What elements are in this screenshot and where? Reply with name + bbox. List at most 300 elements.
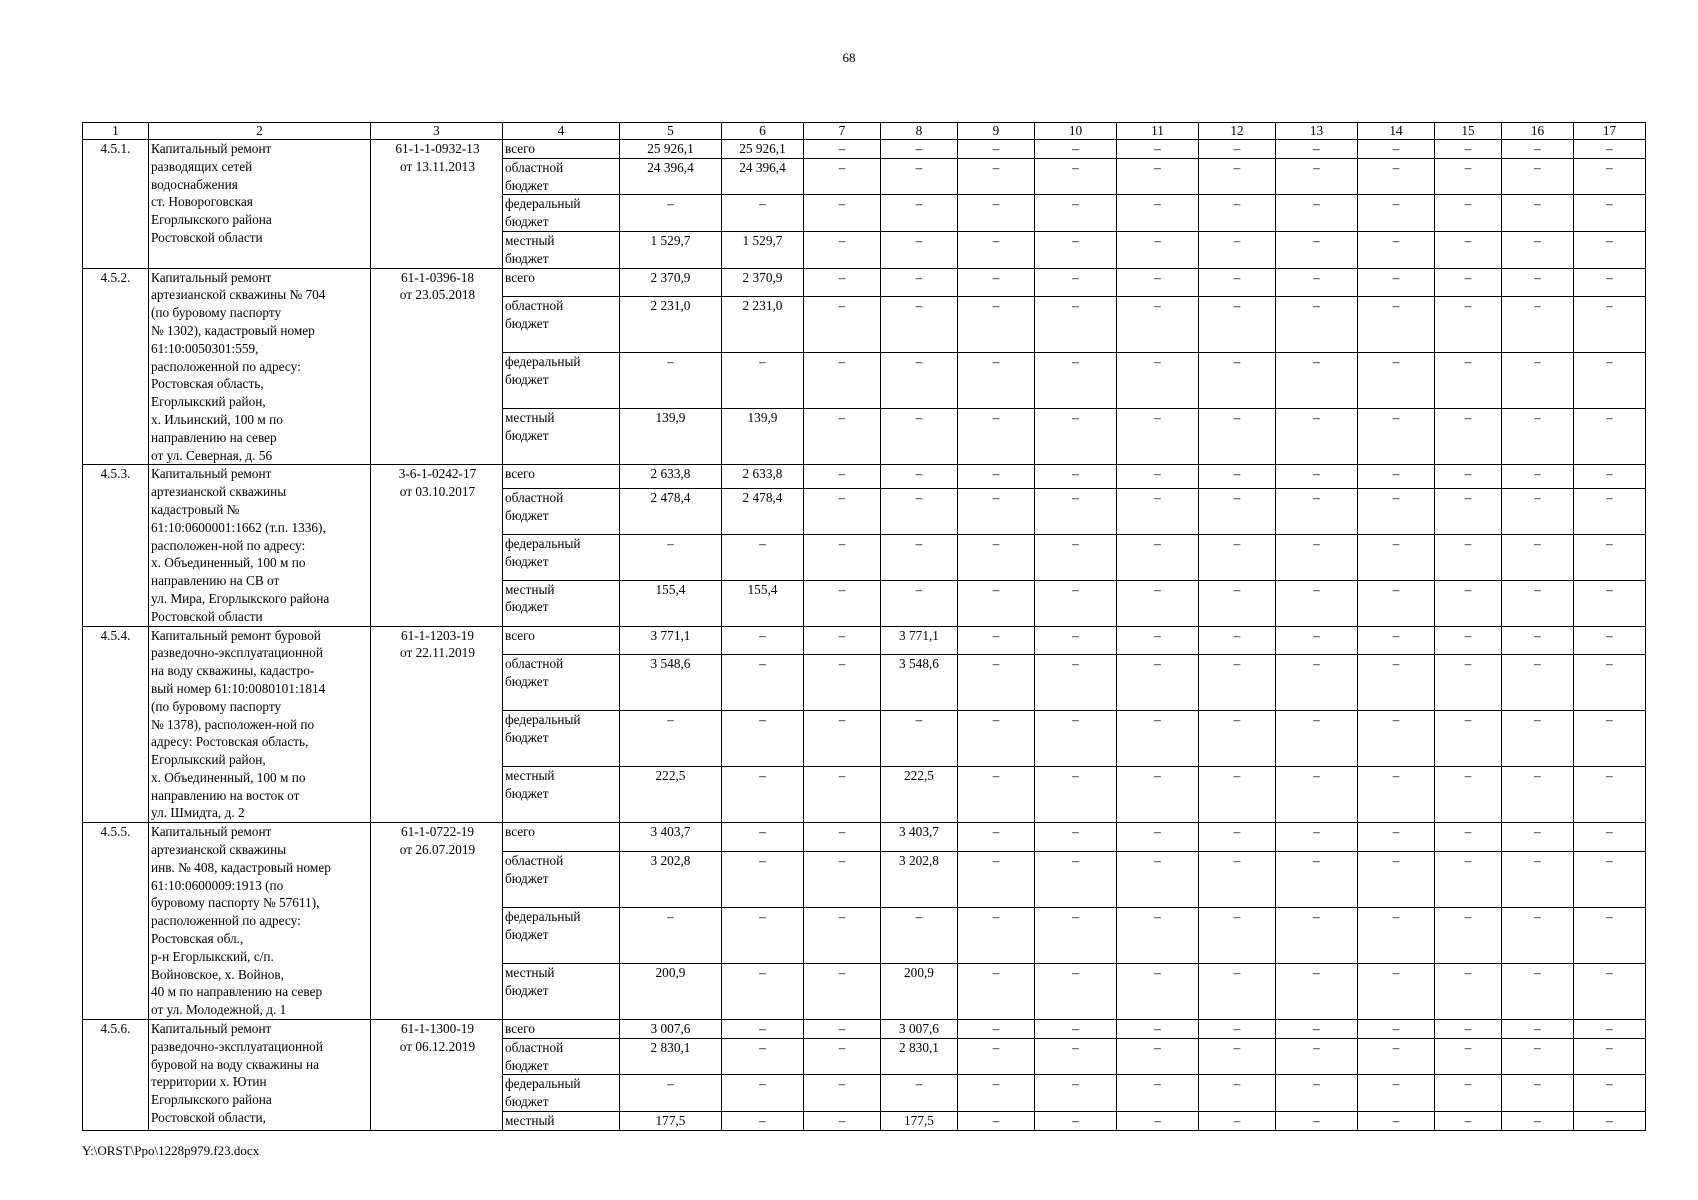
amount-cell: – (1502, 534, 1574, 580)
column-number: 7 (804, 123, 881, 140)
amount-cell: – (1574, 852, 1646, 908)
amount-cell: – (1117, 353, 1199, 409)
amount-cell: – (1358, 1075, 1435, 1112)
amount-cell: – (804, 655, 881, 711)
amount-cell: – (1435, 488, 1502, 534)
amount-cell: 25 926,1 (620, 140, 722, 159)
table-row (83, 268, 1646, 297)
amount-cell: 2 830,1 (620, 1038, 722, 1075)
amount-cell: – (958, 626, 1035, 655)
amount-cell: – (1276, 268, 1358, 297)
amount-cell: – (1035, 409, 1117, 465)
funding-source: местный бюджет (503, 580, 620, 626)
amount-cell: – (1502, 488, 1574, 534)
amount-cell: – (1574, 465, 1646, 489)
amount-cell: – (1276, 195, 1358, 232)
amount-cell: – (1035, 268, 1117, 297)
amount-cell: – (804, 231, 881, 268)
amount-cell: – (1435, 767, 1502, 823)
amount-cell: 177,5 (881, 1112, 958, 1131)
amount-cell: – (804, 964, 881, 1020)
amount-cell: – (1502, 1112, 1574, 1131)
amount-cell: – (881, 231, 958, 268)
amount-cell: – (958, 195, 1035, 232)
column-number: 14 (1358, 123, 1435, 140)
amount-cell: 3 007,6 (620, 1020, 722, 1039)
amount-cell: 3 202,8 (620, 852, 722, 908)
amount-cell: – (1435, 353, 1502, 409)
amount-cell: – (804, 140, 881, 159)
amount-cell: – (1199, 268, 1276, 297)
amount-cell: – (1276, 409, 1358, 465)
project-number: 4.5.4. (83, 626, 149, 823)
amount-cell: – (881, 353, 958, 409)
amount-cell: – (804, 195, 881, 232)
amount-cell: – (1358, 1038, 1435, 1075)
amount-cell: – (1276, 626, 1358, 655)
amount-cell: 25 926,1 (722, 140, 804, 159)
amount-cell: – (1574, 353, 1646, 409)
amount-cell: – (1035, 140, 1117, 159)
amount-cell: – (1117, 626, 1199, 655)
project-name: Капитальный ремонт разводящих сетей водоснабжения ст. Новороговская Егорлыкского района Ростовской области (149, 140, 371, 269)
amount-cell: – (1502, 767, 1574, 823)
amount-cell: – (722, 353, 804, 409)
amount-cell: – (881, 534, 958, 580)
amount-cell: 2 370,9 (620, 268, 722, 297)
amount-cell: 155,4 (620, 580, 722, 626)
funding-source: всего (503, 1020, 620, 1039)
project-number: 4.5.1. (83, 140, 149, 269)
amount-cell: – (958, 297, 1035, 353)
amount-cell: – (1358, 158, 1435, 195)
amount-cell: – (1435, 580, 1502, 626)
amount-cell: – (881, 465, 958, 489)
amount-cell: – (1435, 908, 1502, 964)
amount-cell: 2 231,0 (722, 297, 804, 353)
amount-cell: – (620, 1075, 722, 1112)
amount-cell: – (1358, 626, 1435, 655)
amount-cell: – (1117, 158, 1199, 195)
amount-cell: – (804, 908, 881, 964)
amount-cell: – (958, 158, 1035, 195)
amount-cell: – (958, 409, 1035, 465)
amount-cell: 1 529,7 (722, 231, 804, 268)
amount-cell: – (1435, 534, 1502, 580)
project-name: Капитальный ремонт разведочно-эксплуатационной буровой на воду скважины на территории х. Ютин Егорлыкского района Ростовской области, (149, 1020, 371, 1131)
amount-cell: – (804, 465, 881, 489)
amount-cell: – (722, 195, 804, 232)
column-number: 5 (620, 123, 722, 140)
amount-cell: 2 478,4 (722, 488, 804, 534)
funding-source: областной бюджет (503, 297, 620, 353)
amount-cell: – (804, 488, 881, 534)
amount-cell: – (1435, 297, 1502, 353)
amount-cell: 3 548,6 (881, 655, 958, 711)
amount-cell: – (1117, 1038, 1199, 1075)
column-number: 6 (722, 123, 804, 140)
amount-cell: 3 771,1 (620, 626, 722, 655)
amount-cell: – (1574, 231, 1646, 268)
amount-cell: – (722, 1020, 804, 1039)
funding-source: областной бюджет (503, 488, 620, 534)
project-number: 4.5.5. (83, 823, 149, 1020)
amount-cell: – (1435, 655, 1502, 711)
column-number: 3 (371, 123, 503, 140)
funding-source: федеральный бюджет (503, 908, 620, 964)
amount-cell: – (1435, 465, 1502, 489)
amount-cell: – (804, 1112, 881, 1131)
amount-cell: – (1574, 964, 1646, 1020)
funding-source: местный бюджет (503, 231, 620, 268)
amount-cell: – (1502, 626, 1574, 655)
funding-source: областной бюджет (503, 852, 620, 908)
amount-cell: – (1199, 767, 1276, 823)
amount-cell: 177,5 (620, 1112, 722, 1131)
amount-cell: – (881, 1075, 958, 1112)
amount-cell: – (804, 580, 881, 626)
amount-cell: – (804, 534, 881, 580)
amount-cell: – (1574, 268, 1646, 297)
amount-cell: – (958, 534, 1035, 580)
amount-cell: – (1502, 268, 1574, 297)
column-number: 9 (958, 123, 1035, 140)
amount-cell: – (881, 711, 958, 767)
amount-cell: 3 202,8 (881, 852, 958, 908)
amount-cell: 2 633,8 (722, 465, 804, 489)
amount-cell: – (804, 767, 881, 823)
amount-cell: – (1574, 767, 1646, 823)
amount-cell: – (1117, 488, 1199, 534)
amount-cell: 24 396,4 (722, 158, 804, 195)
amount-cell: – (804, 297, 881, 353)
amount-cell: – (804, 711, 881, 767)
amount-cell: 1 529,7 (620, 231, 722, 268)
amount-cell: – (1358, 711, 1435, 767)
project-name: Капитальный ремонт артезианской скважины кадастровый № 61:10:0600001:1662 (т.п. 1336), расположен-ной по адресу: х. Объединенный, 100 м по направлению на СВ от ул. Мира, Егорлыкского района Ростовской области (149, 465, 371, 626)
amount-cell: – (1276, 231, 1358, 268)
column-number: 15 (1435, 123, 1502, 140)
amount-cell: – (1358, 353, 1435, 409)
funding-source: областной бюджет (503, 158, 620, 195)
amount-cell: – (1117, 409, 1199, 465)
table-row (83, 1020, 1646, 1039)
amount-cell: – (1435, 852, 1502, 908)
amount-cell: – (1117, 711, 1199, 767)
amount-cell: – (1435, 409, 1502, 465)
amount-cell: – (1117, 580, 1199, 626)
amount-cell: – (722, 1112, 804, 1131)
amount-cell: – (1035, 580, 1117, 626)
amount-cell: 3 007,6 (881, 1020, 958, 1039)
amount-cell: 3 403,7 (881, 823, 958, 852)
amount-cell: 2 231,0 (620, 297, 722, 353)
amount-cell: – (1035, 1038, 1117, 1075)
funding-source: областной бюджет (503, 655, 620, 711)
amount-cell: – (1502, 297, 1574, 353)
amount-cell: – (1574, 655, 1646, 711)
amount-cell: – (1502, 908, 1574, 964)
amount-cell: – (1035, 297, 1117, 353)
amount-cell: – (1117, 908, 1199, 964)
amount-cell: – (881, 409, 958, 465)
amount-cell: – (1358, 231, 1435, 268)
amount-cell: – (958, 353, 1035, 409)
amount-cell: – (722, 823, 804, 852)
funding-source: федеральный бюджет (503, 1075, 620, 1112)
amount-cell: – (958, 1038, 1035, 1075)
amount-cell: – (1276, 353, 1358, 409)
amount-cell: – (1117, 1112, 1199, 1131)
footer-file-path: Y:\ORST\Ppo\1228p979.f23.docx (82, 1143, 260, 1158)
amount-cell: – (1435, 195, 1502, 232)
amount-cell: – (1117, 231, 1199, 268)
amount-cell: – (1502, 195, 1574, 232)
table-row (83, 626, 1646, 655)
amount-cell: – (1276, 534, 1358, 580)
amount-cell: 2 478,4 (620, 488, 722, 534)
amount-cell: – (1276, 1020, 1358, 1039)
amount-cell: – (1035, 465, 1117, 489)
amount-cell: – (1435, 231, 1502, 268)
amount-cell: – (1502, 353, 1574, 409)
amount-cell: – (1358, 1112, 1435, 1131)
amount-cell: – (958, 140, 1035, 159)
project-number: 4.5.2. (83, 268, 149, 465)
amount-cell: – (958, 964, 1035, 1020)
amount-cell: – (1502, 409, 1574, 465)
amount-cell: – (1358, 908, 1435, 964)
page-number: 68 (842, 50, 856, 65)
amount-cell: – (804, 852, 881, 908)
column-number: 13 (1276, 123, 1358, 140)
amount-cell: – (881, 195, 958, 232)
amount-cell: – (804, 823, 881, 852)
amount-cell: – (722, 1075, 804, 1112)
amount-cell: – (1574, 1075, 1646, 1112)
amount-cell: 3 548,6 (620, 655, 722, 711)
amount-cell: – (1502, 1020, 1574, 1039)
amount-cell: – (804, 353, 881, 409)
amount-cell: – (1435, 1020, 1502, 1039)
amount-cell: – (958, 268, 1035, 297)
amount-cell: – (1199, 353, 1276, 409)
amount-cell: – (1035, 1112, 1117, 1131)
project-expertise-code: 61-1-1-0932-13 от 13.11.2013 (371, 140, 503, 269)
amount-cell: – (1035, 158, 1117, 195)
amount-cell: – (1502, 580, 1574, 626)
amount-cell: – (1435, 158, 1502, 195)
table-row (83, 465, 1646, 489)
amount-cell: – (1117, 767, 1199, 823)
funding-source: областной бюджет (503, 1038, 620, 1075)
amount-cell: – (1035, 711, 1117, 767)
amount-cell: – (1574, 409, 1646, 465)
amount-cell: – (1502, 1038, 1574, 1075)
column-number-row (83, 123, 1646, 140)
amount-cell: – (1035, 1020, 1117, 1039)
amount-cell: – (1199, 534, 1276, 580)
amount-cell: – (881, 140, 958, 159)
amount-cell: – (1276, 580, 1358, 626)
amount-cell: – (1358, 488, 1435, 534)
funding-source: местный бюджет (503, 409, 620, 465)
amount-cell: – (1574, 908, 1646, 964)
project-number: 4.5.3. (83, 465, 149, 626)
amount-cell: – (1035, 488, 1117, 534)
amount-cell: – (1574, 140, 1646, 159)
amount-cell: 200,9 (881, 964, 958, 1020)
amount-cell: 3 403,7 (620, 823, 722, 852)
amount-cell: – (1358, 1020, 1435, 1039)
amount-cell: – (1035, 852, 1117, 908)
funding-source: федеральный бюджет (503, 711, 620, 767)
amount-cell: – (1117, 297, 1199, 353)
amount-cell: – (1574, 823, 1646, 852)
amount-cell: – (1435, 1112, 1502, 1131)
amount-cell: – (722, 964, 804, 1020)
amount-cell: – (804, 626, 881, 655)
amount-cell: – (1117, 465, 1199, 489)
amount-cell: – (1199, 908, 1276, 964)
amount-cell: – (804, 158, 881, 195)
amount-cell: – (1199, 1020, 1276, 1039)
amount-cell: – (1502, 852, 1574, 908)
amount-cell: – (1035, 908, 1117, 964)
funding-source: федеральный бюджет (503, 353, 620, 409)
amount-cell: – (1574, 1020, 1646, 1039)
amount-cell: – (1358, 297, 1435, 353)
amount-cell: – (1502, 465, 1574, 489)
column-number: 12 (1199, 123, 1276, 140)
amount-cell: – (1276, 488, 1358, 534)
amount-cell: – (881, 158, 958, 195)
project-number: 4.5.6. (83, 1020, 149, 1131)
amount-cell: – (722, 908, 804, 964)
amount-cell: – (1035, 655, 1117, 711)
funding-source: всего (503, 823, 620, 852)
amount-cell: – (620, 711, 722, 767)
funding-source: местный (503, 1112, 620, 1131)
amount-cell: – (1035, 767, 1117, 823)
table-row (83, 823, 1646, 852)
amount-cell: – (1502, 1075, 1574, 1112)
amount-cell: – (1574, 1112, 1646, 1131)
amount-cell: – (881, 580, 958, 626)
amount-cell: – (1276, 465, 1358, 489)
amount-cell: – (1574, 158, 1646, 195)
amount-cell: – (722, 626, 804, 655)
amount-cell: – (1035, 823, 1117, 852)
amount-cell: – (1035, 1075, 1117, 1112)
funding-source: местный бюджет (503, 767, 620, 823)
amount-cell: – (804, 1075, 881, 1112)
amount-cell: 222,5 (620, 767, 722, 823)
amount-cell: – (1035, 195, 1117, 232)
amount-cell: – (1574, 488, 1646, 534)
amount-cell: – (804, 1038, 881, 1075)
amount-cell: – (1435, 268, 1502, 297)
amount-cell: – (722, 1038, 804, 1075)
amount-cell: – (1035, 626, 1117, 655)
funding-source: всего (503, 140, 620, 159)
funding-source: всего (503, 626, 620, 655)
amount-cell: – (1117, 1020, 1199, 1039)
amount-cell: – (1199, 964, 1276, 1020)
amount-cell: – (1435, 711, 1502, 767)
amount-cell: – (1199, 231, 1276, 268)
amount-cell: – (1435, 823, 1502, 852)
amount-cell: 2 633,8 (620, 465, 722, 489)
amount-cell: – (1358, 195, 1435, 232)
amount-cell: – (1358, 409, 1435, 465)
amount-cell: – (1199, 655, 1276, 711)
amount-cell: – (1276, 158, 1358, 195)
project-name: Капитальный ремонт артезианской скважины № 704 (по буровому паспорту № 1302), кадастровый номер 61:10:0050301:559, расположенной по адресу: Ростовская область, Егорлыкский район, х. Ильинский, 100 м по направлению на север от ул. Северная, д. 56 (149, 268, 371, 465)
amount-cell: – (1276, 908, 1358, 964)
amount-cell: 200,9 (620, 964, 722, 1020)
amount-cell: – (881, 908, 958, 964)
amount-cell: – (1358, 823, 1435, 852)
column-number: 4 (503, 123, 620, 140)
amount-cell: – (722, 655, 804, 711)
amount-cell: – (1502, 711, 1574, 767)
project-name: Капитальный ремонт буровой разведочно-эксплуатационной на воду скважины, кадастро- вый номер 61:10:0080101:1814 (по буровому паспорту № 1378), расположен-ной по адресу: Ростовская область, Егорлыкский район, х. Объединенный, 100 м по направлению на восток от ул. Шмидта, д. 2 (149, 626, 371, 823)
project-name: Капитальный ремонт артезианской скважины инв. № 408, кадастровый номер 61:10:0600009:1913 (по буровому паспорту № 57611), расположенной по адресу: Ростовская обл., р-н Егорлыкский, с/п. Войновское, х. Войнов, 40 м по направлению на север от ул. Молодежной, д. 1 (149, 823, 371, 1020)
amount-cell: – (620, 908, 722, 964)
amount-cell: – (1276, 964, 1358, 1020)
amount-cell: – (1435, 626, 1502, 655)
amount-cell: – (1117, 195, 1199, 232)
amount-cell: – (1199, 488, 1276, 534)
amount-cell: – (1276, 1038, 1358, 1075)
amount-cell: – (1199, 140, 1276, 159)
amount-cell: – (958, 465, 1035, 489)
amount-cell: – (881, 268, 958, 297)
amount-cell: – (1117, 964, 1199, 1020)
column-number: 11 (1117, 123, 1199, 140)
amount-cell: – (1435, 140, 1502, 159)
amount-cell: – (1199, 823, 1276, 852)
amount-cell: – (1276, 823, 1358, 852)
amount-cell: – (1574, 626, 1646, 655)
amount-cell: 2 830,1 (881, 1038, 958, 1075)
amount-cell: – (958, 767, 1035, 823)
amount-cell: – (1502, 231, 1574, 268)
amount-cell: – (1199, 297, 1276, 353)
project-expertise-code: 61-1-1300-19 от 06.12.2019 (371, 1020, 503, 1131)
amount-cell: – (1276, 655, 1358, 711)
column-number: 8 (881, 123, 958, 140)
amount-cell: – (1117, 268, 1199, 297)
amount-cell: – (1358, 534, 1435, 580)
amount-cell: – (1358, 268, 1435, 297)
amount-cell: – (1574, 534, 1646, 580)
amount-cell: – (804, 268, 881, 297)
amount-cell: – (958, 231, 1035, 268)
amount-cell: – (1358, 767, 1435, 823)
amount-cell: – (1276, 297, 1358, 353)
amount-cell: – (1502, 655, 1574, 711)
column-number: 2 (149, 123, 371, 140)
amount-cell: – (1276, 140, 1358, 159)
amount-cell: – (1276, 1112, 1358, 1131)
amount-cell: – (1117, 140, 1199, 159)
amount-cell: 139,9 (722, 409, 804, 465)
amount-cell: – (1502, 140, 1574, 159)
amount-cell: – (1199, 158, 1276, 195)
amount-cell: – (1199, 465, 1276, 489)
